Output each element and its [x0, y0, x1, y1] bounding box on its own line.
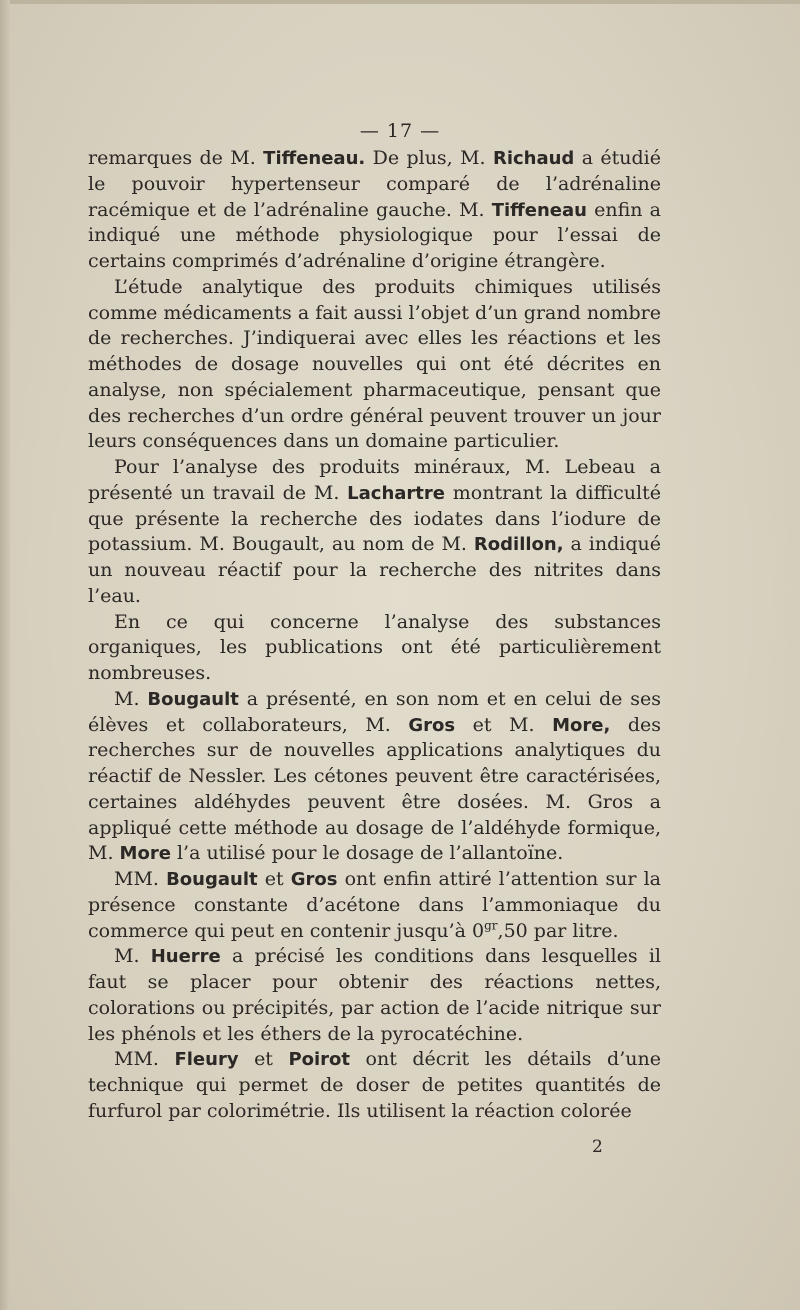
page-top-edge — [0, 0, 800, 4]
text-run: a indiqué un nouveau réactif pour la recherche des nitrites dans l’eau. — [88, 533, 662, 607]
text-run: a étudié le pouvoir hypertenseur comparé de l’adrénaline racémique et de l’adrénaline gauche. M. — [88, 147, 661, 221]
text-run: ont enfin attiré l’attention sur la présence constante d’acétone dans l’ammoniaque du commerce qui peut en contenir jusqu’à 0 — [88, 868, 661, 942]
text-run: l’a utilisé pour le dosage de l’allantoïne. — [170, 842, 564, 865]
page-number: — 17 — — [359, 120, 441, 142]
author-name: Bougault — [166, 869, 258, 890]
text-run: De plus, M. — [365, 147, 493, 169]
unit-superscript: gr — [484, 918, 498, 933]
paragraph — [88, 146, 661, 275]
paragraph — [88, 1047, 661, 1124]
author-name: More, — [552, 714, 611, 736]
text-run: montrant la difficulté que présente la recherche des iodates dans l’iodure de potassium. M. Bougault, au nom de M. — [88, 481, 661, 556]
text-run: des recherches sur de nouvelles applications analytiques du réactif de Nessler. Les cétones peuvent être caractérisées, certaines aldéhydes peuvent être dosées. M. Gros a appliqué cette méthode au dosage de l’aldéhyde formique, M. — [88, 713, 661, 865]
paragraph — [88, 687, 661, 867]
text-run: a présenté, en son nom et en celui de ses élèves et collaborateurs, M. — [88, 687, 661, 736]
text-run: remarques de M. — [88, 147, 264, 169]
text-run: M. — [114, 687, 148, 710]
text-run: ,50 par litre. — [497, 919, 619, 942]
paragraph — [88, 944, 661, 1047]
text-run: Pour l’analyse des produits minéraux, M. Lebeau a présenté un travail de M. — [88, 456, 661, 504]
author-name: Gros — [290, 869, 338, 890]
author-name: Tiffeneau — [491, 199, 587, 221]
text-run: a précisé les conditions dans lesquelles il faut se placer pour obtenir des réactions nettes, colorations ou précipités, par action de l’acide nitrique sur les phénols et les éthers de la pyrocatéchine. — [88, 945, 661, 1045]
author-name: Richaud — [492, 148, 575, 169]
author-name: Bougault — [147, 688, 239, 710]
author-name: Poirot — [288, 1049, 351, 1071]
paragraph — [88, 455, 661, 610]
text-run: En ce qui concerne l’analyse des substances organiques, les publications ont été particulièrement nombreuses. — [88, 610, 661, 684]
author-name: Rodillon, — [473, 534, 564, 556]
text-run: enfin a indiqué une méthode physiologique pour l’essai de certains comprimés d’adrénaline d’origine étrangère. — [88, 198, 661, 272]
author-name: Tiffeneau. — [263, 148, 366, 169]
text-run: MM. — [114, 1048, 175, 1071]
text-run: MM. — [114, 868, 167, 890]
author-name: Lachartre — [347, 482, 445, 504]
signature-mark: 2 — [592, 1137, 603, 1157]
author-name: Huerre — [150, 946, 221, 968]
paragraph — [88, 610, 661, 687]
paragraph — [88, 275, 661, 455]
text-run: M. — [114, 945, 151, 968]
body-text — [88, 146, 661, 1125]
page-binding-edge — [0, 0, 10, 1310]
text-run: et — [257, 868, 291, 890]
author-name: More — [119, 843, 171, 865]
text-run: et — [238, 1048, 289, 1071]
text-run: et M. — [455, 713, 553, 736]
author-name: Fleury — [174, 1049, 239, 1071]
paragraph — [88, 867, 661, 944]
author-name: Gros — [408, 714, 456, 736]
text-run: L’étude analytique des produits chimiques utilisés comme médicaments a fait aussi l’objet d’un grand nombre de recherches. J’indiquerai avec elles les réactions et les méthodes de dosage nouvelles qui ont été décrites en analyse, non spécialement pharmaceutique, pensant que des recherches d’un ordre général peuvent trouver un jour leurs conséquences dans un domaine particulier. — [88, 275, 661, 453]
text-run: ont décrit les détails d’une technique qui permet de doser de petites quantités de furfurol par colorimétrie. Ils utilisent la réaction colorée — [88, 1048, 661, 1122]
